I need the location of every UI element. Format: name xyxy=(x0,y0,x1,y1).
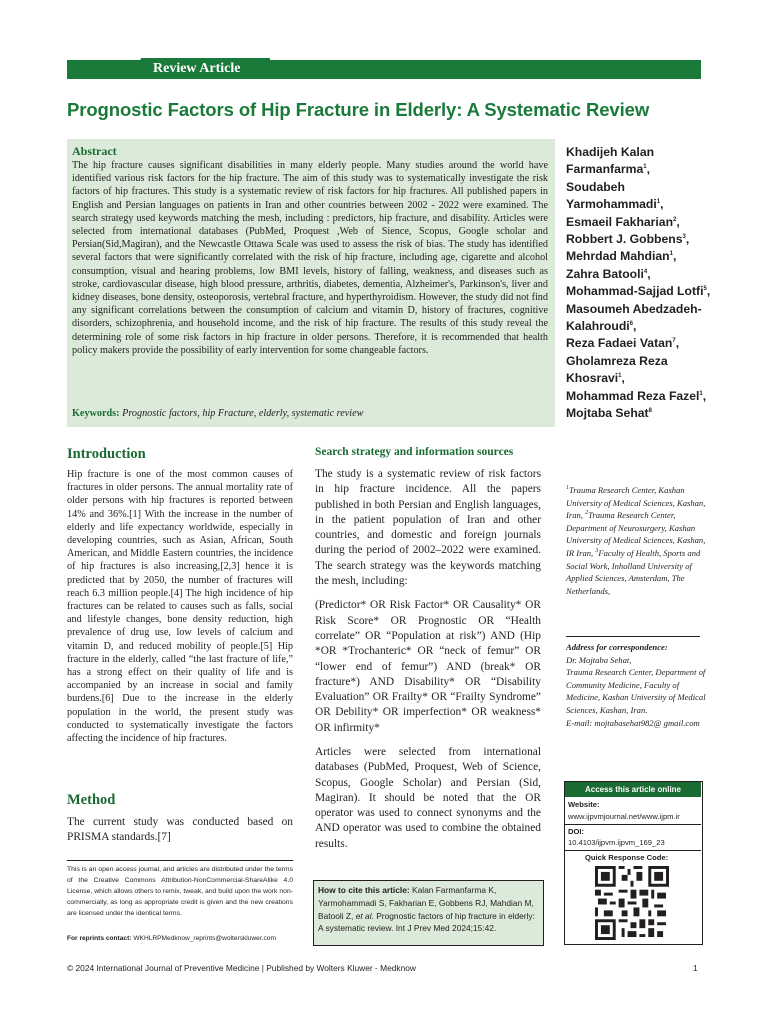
reprints-label: For reprints contact: xyxy=(67,935,132,942)
search-text xyxy=(315,467,541,736)
citation-label: How to cite this article: xyxy=(318,885,410,895)
qr-code-icon[interactable] xyxy=(595,866,669,940)
affiliation: $^2$Trauma Research Center, Department of Neurosurgery, Kashan University of Medical Sciences, Kashan, IR Iran, xyxy=(566,510,706,558)
author-name: Masoumeh Abedzadeh-Kalahroudi$^6$, xyxy=(566,301,702,334)
method-heading: Method xyxy=(67,792,116,808)
author-name: Reza Fadaei Vatan$^7$, xyxy=(566,336,680,351)
reprints-contact xyxy=(67,935,297,942)
author-name: Soudabeh Yarmohammadi$^1$, xyxy=(566,179,664,212)
doi-label: DOI: xyxy=(568,827,585,836)
affiliations xyxy=(566,484,706,597)
website-link[interactable]: www.ijpvmjournal.net/www.ijpm.ir xyxy=(568,812,680,821)
introduction-text: Hip fracture is one of the most common causes of fractures in older persons. The annual mortality rate of older persons with hip fractures is reported between 14% and 36%.[1] With the increase in the number of elderly and life expectancy worldwide, especially in developing countries, such as Asian, African, South American, and Middle Eastern countries, the incidence of hip fractures is also increasing,[2,3] hence it is predicted that by 2050, the number of fractures will reach 6.3 million people.[4] The high incidence of hip fractures can be related to causes such as falls, social and lifestyle changes, bone density reduction, high prevalence of drug use, low levels of calcium and vitamin D, and reduced mobility of people.[5] Hip fracture in the elderly, called “the last fracture of life,” has a strong effect on their quality of life and is accompanied by an increase in social and family burdens.[6] Due to the increase in the elderly population in the world, the present study was conducted to systematically investigate the factors affecting the incidence of hip fractures. xyxy=(67,469,293,745)
correspondence-heading: Address for correspondence: xyxy=(566,642,668,652)
author-name: Esmaeil Fakharian$^2$, xyxy=(566,214,680,229)
author-name: Mohammad-Sajjad Lotfi$^5$, xyxy=(566,284,711,299)
license-text: This is an open access journal, and articles are distributed under the terms of the Creative Commons Attribution-NonCommercial-ShareAlike 4.0 License, which allows others to remix, tweak, and build upon the work non-commercially, as long as appropriate credit is given and the new creations are licensed under the identical terms. xyxy=(67,866,293,917)
divider xyxy=(564,850,701,851)
author-list xyxy=(566,144,711,423)
correspondence xyxy=(566,641,706,729)
method-text: The current study was conducted based on PRISMA standards.[7] xyxy=(67,816,293,843)
correspondence-line: Trauma Research Center, Department of Community Medicine, Faculty of Medicine, Kashan University of Medical Sciences, Kashan, Iran. xyxy=(566,667,706,715)
author-name: Gholamreza Reza Khosravi$^1$, xyxy=(566,353,668,386)
author-name: Zahra Batooli$^4$, xyxy=(566,266,651,281)
section-label: Review Article xyxy=(153,61,241,76)
correspondence-line: Dr. Mojtaba Sehat, xyxy=(566,654,632,665)
website-label: Website: xyxy=(568,800,600,809)
divider xyxy=(566,636,700,637)
abstract-text: The hip fracture causes significant disabilities in many elderly people. Many studies around the world have identified various risk factors for the hip fracture. The aim of this study was to systematically investigate the risk factors of hip fractures. This study is a systematic review of risk factors for hip fractures. All published papers in English and Persian languages on patients in Iran and other countries between 2002 - 2022 were examined. The search strategy used keywords matching the mesh, including : predictors, hip fracture, and disability. Articles were selected from international databases (PubMed, Proquest ,Web of Sience, Scopus, Google scholar and Persian(Sid,Magiran), and the Newcastle Ottawa Scale was used to assess the risk of bias. The study has identified several factors that were significantly correlated with the risk of hip fracture, including age, cigarette and alcohol consumption, visual and hearing problems, low BMI levels, history of falling, weakness, and diseases such as stroke, cardiovascular disease, high blood pressure, arthritis, diabetes, dementia, Alzheimer's, Parkinson's, liver and kidney diseases, bone density, osteoporosis, vertebral fracture, and hyperthyroidism. However, the study did not find any significant correlations between the consumption of calcium and vitamin D, history of fractures, cognitive disorders, schizophrenia, and household income, and the risk of hip fracture. The results of this study reveal the determining role of some risk factors in hip fracture in older persons. Therefore, it is recommended that health policy makers provide the possibility of early intervention for some changeable factors. xyxy=(72,160,548,356)
correspondence-line: E-mail: mojtabasehat982@ gmail.com xyxy=(566,717,700,728)
divider xyxy=(67,860,293,861)
footer-text: © 2024 International Journal of Preventive Medicine | Published by Wolters Kluwer - Medknow xyxy=(67,963,416,973)
search-paragraph-databases: Articles were selected from international databases (PubMed, Proquest, Web of Science, Scopus, Google Scholar) and Persian (Sid, Magiran). It should be noted that the OR operator was used to connect synonyms and the AND operator was used to combine the obtained results. xyxy=(315,746,541,850)
search-query: (Predictor* OR Risk Factor* OR Causality* OR Risk Score* OR Prognostic OR “Health correlate” OR “Population at risk”) AND (Hip *OR *Trochanteric* OR “neck of femur” OR “lower end of femur”) AND (break* OR fracture*) AND Disability* OR “Disability Evaluation” OR Frailty* OR “Frailty Syndrome” OR Debility* OR imperfection* OR weakness* OR infirmity* xyxy=(315,599,541,734)
divider xyxy=(564,824,701,825)
reprints-email[interactable]: WKHLRPMedknow_reprints@wolterskluwer.com xyxy=(133,935,276,942)
abstract-heading: Abstract xyxy=(72,144,117,158)
keywords-text: Prognostic factors, hip Fracture, elderly, systematic review xyxy=(122,408,364,419)
qr-label: Quick Response Code: xyxy=(585,853,669,862)
introduction-heading: Introduction xyxy=(67,446,146,462)
keywords xyxy=(72,408,548,419)
author-name: Mojtaba Sehat$^8$ xyxy=(566,406,652,421)
keywords-label: Keywords: xyxy=(72,408,120,419)
page-number: 1 xyxy=(693,963,698,973)
affiliation: $^3$Faculty of Health, Sports and Social Work, Inholland University of Applied Sciences, Amsterdam, The Netherlands, xyxy=(566,547,701,596)
access-heading: Access this article online xyxy=(565,782,701,797)
author-name: Khadijeh Kalan Farmanfarma$^1$, xyxy=(566,145,655,177)
author-name: Mehrdad Mahdian$^1$, xyxy=(566,249,677,264)
author-name: Robbert J. Gobbens$^3$, xyxy=(566,232,690,247)
author-name: Mohammad Reza Fazel$^1$, xyxy=(566,388,707,403)
search-paragraph: The study is a systematic review of risk factors in hip fracture incidence. All the papers published in both Persian and English languages, in the patient population of Iran and other countries, and domestic and foreign journals during the period of 2002–2022 were examined. The search strategy was the keywords matching the mesh, including: xyxy=(315,468,541,588)
article-title: Prognostic Factors of Hip Fracture in Elderly: A Systematic Review xyxy=(67,99,650,120)
doi-link[interactable]: 10.4103/ijpvm.ijpvm_169_23 xyxy=(568,838,665,847)
search-heading: Search strategy and information sources xyxy=(315,446,514,458)
affiliation: $^1$Trauma Research Center, Kashan University of Medical Sciences, Kashan, Iran, xyxy=(566,485,706,521)
citation-text: How to cite this article: Kalan Farmanfarma K, Yarmohammadi S, Fakharian E, Gobbens RJ, Mahdian M, Batooli Z, et al. Prognostic factors of hip fracture in elderly: A systematic review. Int J Prev Med 2024;15:42. xyxy=(318,885,535,934)
